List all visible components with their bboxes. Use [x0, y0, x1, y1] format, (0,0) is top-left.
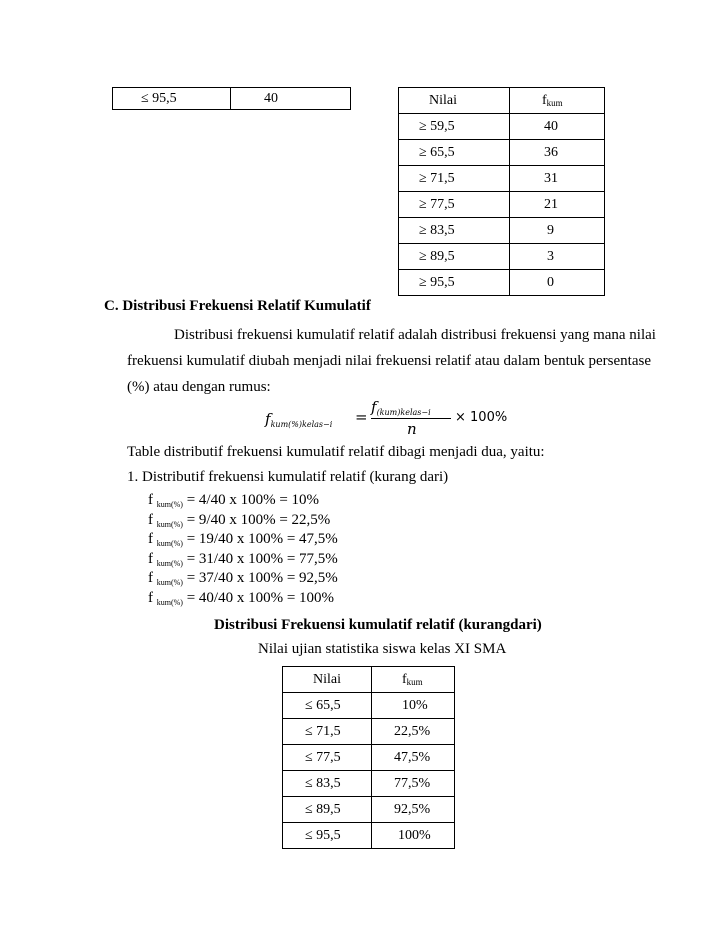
table-row: ≥ 83,5 9 — [399, 218, 605, 244]
header-nilai: Nilai — [283, 667, 372, 693]
header-fkum: $f_{kum}$ — [372, 667, 455, 693]
calc-line: f $_{kum(\%)}$ = 40/40 x 100% = 100% — [148, 589, 335, 607]
table-header-row — [399, 88, 605, 114]
fraction-bar — [371, 418, 451, 419]
list-item: 1. Distributif frekuensi kumulatif relatif (kurang dari) — [127, 469, 449, 485]
table-top-left — [112, 87, 351, 110]
table-row: ≥ 71,5 31 — [399, 166, 605, 192]
table-header-row — [283, 667, 455, 693]
table-row: ≥ 95,5 0 — [399, 270, 605, 296]
table-title: Distribusi Frekuensi kumulatif relatif (kurangdari) — [214, 617, 542, 633]
paragraph-line: (%) atau dengan rumus: — [127, 379, 271, 395]
calc-line: f $_{kum(\%)}$ = 19/40 x 100% = 47,5% — [148, 531, 338, 548]
table-subtitle: Nilai ujian statistika siswa kelas XI SMA — [258, 641, 507, 657]
table-row: ≤ 65,5 10% — [283, 693, 455, 719]
table-row: ≥ 77,5 21 — [399, 192, 605, 218]
paragraph-line: Distribusi frekuensi kumulatif relatif adalah distribusi frekuensi yang mana nilai — [174, 327, 656, 343]
header-nilai: Nilai — [399, 88, 510, 114]
table-row: ≥ 59,5 40 — [399, 114, 605, 140]
section-heading: C. Distribusi Frekuensi Relatif Kumulatif — [104, 298, 371, 314]
calc-list — [148, 492, 338, 609]
formula: $f_{kum(\%)kelas-i}$ = $f_{(kum)kelas-i}$ n × 100% — [265, 398, 508, 438]
table-row: ≤ 83,5 77,5% — [283, 771, 455, 797]
table-row — [113, 88, 351, 110]
table-row: ≤ 95,5 100% — [283, 823, 455, 849]
cell-f: 40 — [231, 88, 351, 110]
table-row: ≥ 89,5 3 — [399, 244, 605, 270]
table-row: ≥ 65,5 36 — [399, 140, 605, 166]
calc-line: f $_{kum(\%)}$ = 9/40 x 100% = 22,5% — [148, 511, 331, 529]
cell-nilai: ≤ 95,5 — [113, 88, 231, 110]
table-row: ≤ 77,5 47,5% — [283, 745, 455, 771]
table-bottom — [282, 666, 455, 849]
calc-line: f $_{kum(\%)}$ = 31/40 x 100% = 77,5% — [148, 550, 338, 568]
table-intro: Table distributif frekuensi kumulatif relatif dibagi menjadi dua, yaitu: — [127, 444, 545, 460]
header-fkum: $f_{kum}$ — [510, 88, 605, 114]
table-row: ≤ 89,5 92,5% — [283, 797, 455, 823]
calc-line: f $_{kum(\%)}$ = 4/40 x 100% = 10% — [148, 492, 320, 509]
calc-line: f $_{kum(\%)}$ = 37/40 x 100% = 92,5% — [148, 570, 338, 587]
table-right — [398, 87, 605, 296]
table-row: ≤ 71,5 22,5% — [283, 719, 455, 745]
paragraph-line: frekuensi kumulatif diubah menjadi nilai frekuensi relatif atau dalam bentuk persentase — [127, 353, 651, 369]
